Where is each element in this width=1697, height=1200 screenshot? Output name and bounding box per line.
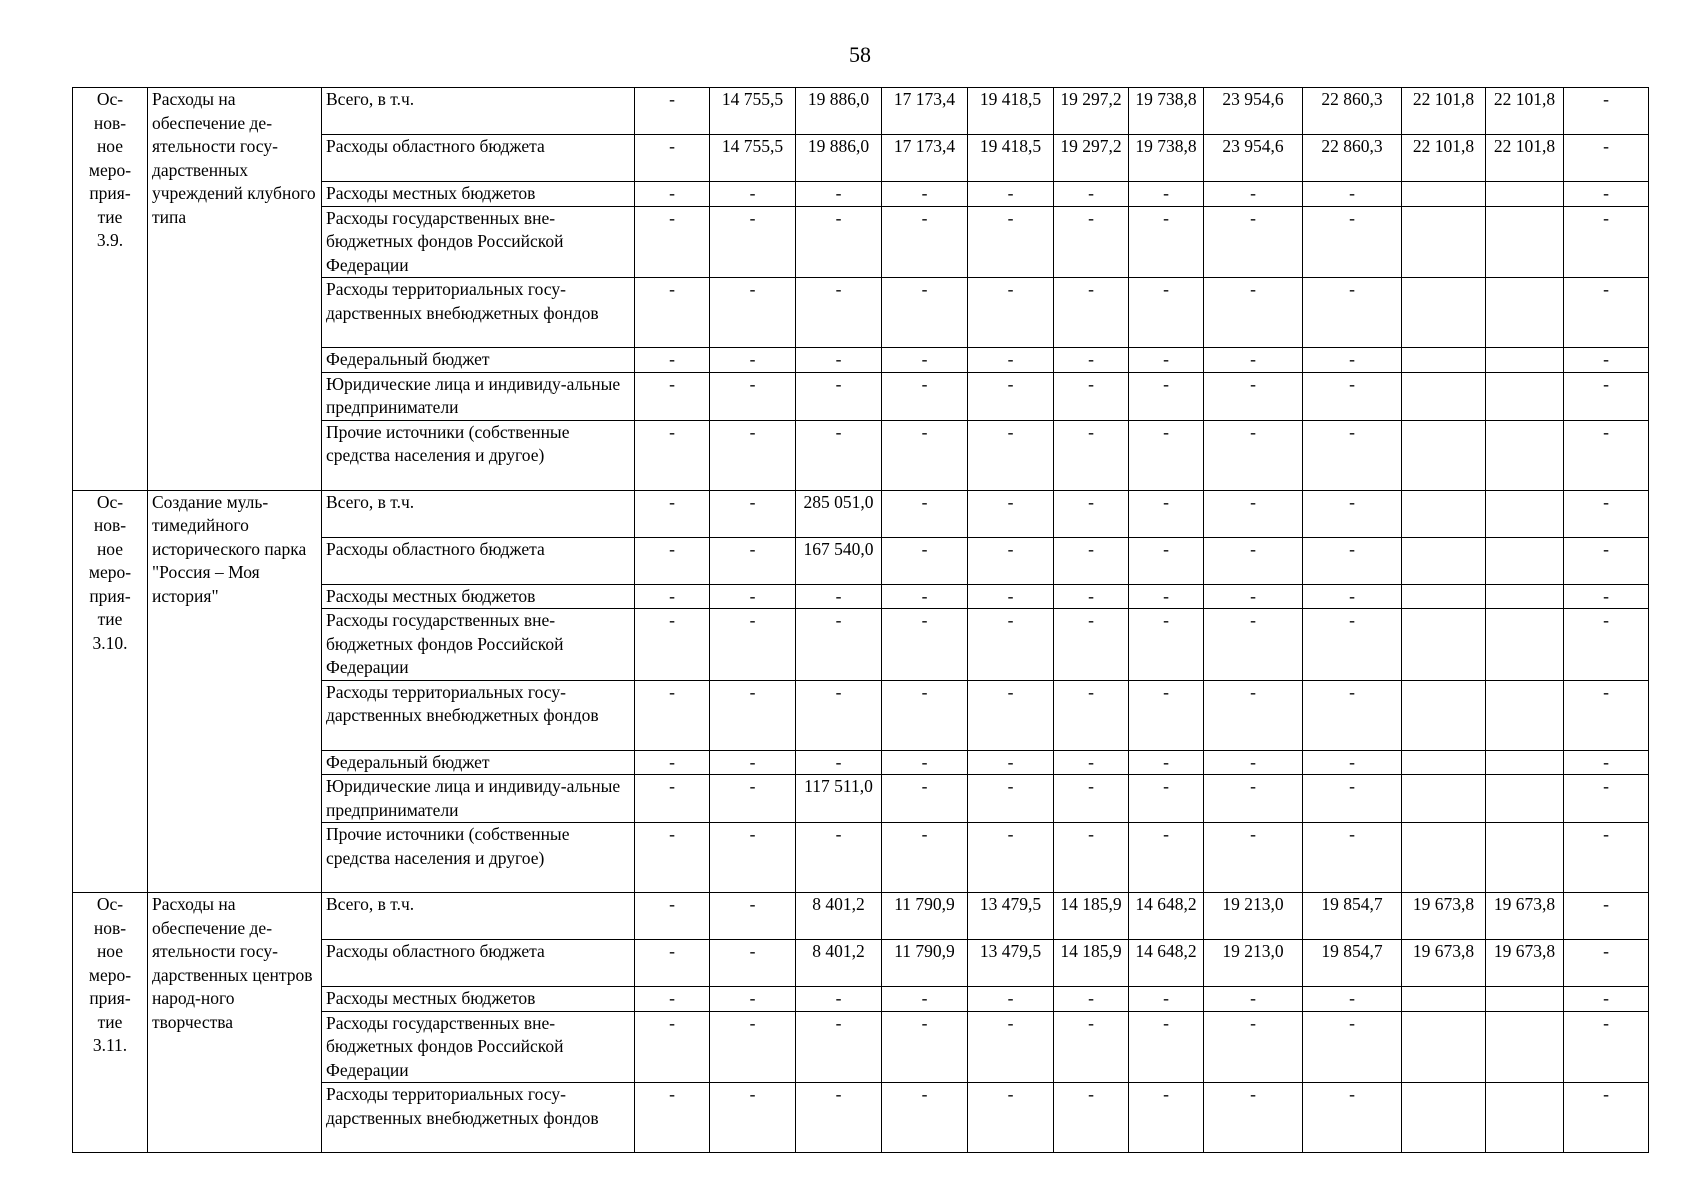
value-cell: - (635, 206, 710, 278)
value-cell: - (796, 372, 882, 420)
value-cell (1486, 206, 1564, 278)
value-cell: - (710, 372, 796, 420)
value-cell (1402, 420, 1486, 490)
value-cell: - (968, 372, 1054, 420)
value-cell: - (1129, 372, 1204, 420)
value-cell: - (635, 1011, 710, 1083)
value-cell: - (1054, 584, 1129, 609)
value-cell: - (1303, 584, 1402, 609)
value-cell (1402, 490, 1486, 537)
value-cell: - (1303, 537, 1402, 584)
funding-source-label: Расходы областного бюджета (322, 135, 635, 182)
value-cell (1402, 680, 1486, 750)
value-cell (1402, 1011, 1486, 1083)
value-cell: - (1054, 1011, 1129, 1083)
value-cell (1486, 823, 1564, 893)
value-cell: 11 790,9 (882, 893, 968, 940)
value-cell: 22 101,8 (1402, 88, 1486, 135)
value-cell: - (1303, 182, 1402, 207)
value-cell: 19 886,0 (796, 88, 882, 135)
value-cell: - (635, 750, 710, 775)
value-cell: - (1204, 609, 1303, 681)
value-cell: - (882, 775, 968, 823)
value-cell: - (968, 823, 1054, 893)
value-cell (1402, 584, 1486, 609)
value-cell: - (710, 490, 796, 537)
budget-table (72, 87, 1649, 1153)
value-cell: - (1204, 420, 1303, 490)
value-cell: - (968, 182, 1054, 207)
value-cell: - (1564, 775, 1649, 823)
value-cell: - (1564, 182, 1649, 207)
value-cell: - (882, 823, 968, 893)
funding-source-label: Расходы областного бюджета (322, 940, 635, 987)
value-cell: 14 185,9 (1054, 893, 1129, 940)
funding-source-label: Всего, в т.ч. (322, 893, 635, 940)
value-cell: - (796, 609, 882, 681)
value-cell: - (635, 420, 710, 490)
funding-source-label: Федеральный бюджет (322, 750, 635, 775)
value-cell: - (710, 182, 796, 207)
value-cell (1402, 206, 1486, 278)
value-cell: - (1129, 206, 1204, 278)
value-cell: - (635, 372, 710, 420)
value-cell: - (1303, 278, 1402, 348)
value-cell: - (1054, 750, 1129, 775)
value-cell: - (710, 609, 796, 681)
activity-description: Создание муль-тимедийного исторического парка "Россия – Моя история" (148, 490, 322, 893)
value-cell: - (710, 206, 796, 278)
value-cell: - (796, 348, 882, 373)
value-cell: - (1129, 490, 1204, 537)
value-cell: - (882, 1083, 968, 1153)
value-cell: 14 755,5 (710, 88, 796, 135)
value-cell: - (710, 584, 796, 609)
page-number: 58 (849, 42, 871, 67)
table-row (73, 490, 1649, 537)
activity-number: Ос- нов- ное меро- прия- тие 3.9. (73, 88, 148, 491)
funding-source-label: Расходы местных бюджетов (322, 987, 635, 1012)
value-cell: - (796, 1083, 882, 1153)
value-cell: 14 648,2 (1129, 940, 1204, 987)
value-cell: - (1303, 372, 1402, 420)
value-cell: - (882, 420, 968, 490)
value-cell (1486, 987, 1564, 1012)
value-cell: - (710, 940, 796, 987)
value-cell: 19 418,5 (968, 88, 1054, 135)
value-cell: - (1564, 1011, 1649, 1083)
value-cell: - (796, 584, 882, 609)
value-cell: - (882, 609, 968, 681)
value-cell: - (1303, 1011, 1402, 1083)
value-cell: - (1564, 750, 1649, 775)
value-cell: - (710, 1011, 796, 1083)
value-cell: - (1564, 490, 1649, 537)
value-cell: - (1303, 823, 1402, 893)
value-cell: - (710, 278, 796, 348)
value-cell: - (968, 537, 1054, 584)
value-cell: - (1303, 348, 1402, 373)
value-cell: - (882, 584, 968, 609)
value-cell: - (1054, 775, 1129, 823)
value-cell: 167 540,0 (796, 537, 882, 584)
value-cell: - (1564, 987, 1649, 1012)
value-cell: - (1129, 182, 1204, 207)
value-cell: 19 673,8 (1486, 893, 1564, 940)
value-cell: - (1129, 537, 1204, 584)
value-cell: - (1303, 420, 1402, 490)
activity-number: Ос- нов- ное меро- прия- тие 3.11. (73, 893, 148, 1153)
value-cell: - (710, 750, 796, 775)
value-cell: - (635, 348, 710, 373)
funding-source-label: Юридические лица и индивиду-альные предприниматели (322, 372, 635, 420)
funding-source-label: Расходы местных бюджетов (322, 584, 635, 609)
value-cell: - (1129, 1011, 1204, 1083)
funding-source-label: Расходы областного бюджета (322, 537, 635, 584)
value-cell: - (635, 987, 710, 1012)
value-cell: - (635, 135, 710, 182)
table-row (73, 893, 1649, 940)
value-cell: - (1054, 182, 1129, 207)
value-cell: - (882, 348, 968, 373)
value-cell: - (1303, 750, 1402, 775)
funding-source-label: Юридические лица и индивиду-альные предприниматели (322, 775, 635, 823)
value-cell: 19 213,0 (1204, 940, 1303, 987)
value-cell (1402, 775, 1486, 823)
value-cell (1402, 348, 1486, 373)
value-cell: - (882, 206, 968, 278)
value-cell: - (1303, 987, 1402, 1012)
value-cell: 19 738,8 (1129, 135, 1204, 182)
value-cell: 19 673,8 (1486, 940, 1564, 987)
funding-source-label: Расходы территориальных госу-дарственных внебюджетных фондов (322, 278, 635, 348)
value-cell: - (1564, 609, 1649, 681)
value-cell: 14 648,2 (1129, 893, 1204, 940)
value-cell: 8 401,2 (796, 893, 882, 940)
value-cell: - (1204, 348, 1303, 373)
value-cell: - (968, 680, 1054, 750)
value-cell: - (1204, 750, 1303, 775)
value-cell: - (882, 750, 968, 775)
funding-source-label: Расходы государственных вне-бюджетных фондов Российской Федерации (322, 1011, 635, 1083)
value-cell: 19 854,7 (1303, 893, 1402, 940)
table-row (73, 88, 1649, 135)
value-cell (1486, 1083, 1564, 1153)
value-cell: - (1129, 420, 1204, 490)
value-cell: - (1204, 206, 1303, 278)
value-cell: - (635, 537, 710, 584)
value-cell: 22 101,8 (1486, 88, 1564, 135)
value-cell: - (635, 490, 710, 537)
activity-description: Расходы на обеспечение де-ятельности госу-дарственных центров народ-ного творчества (148, 893, 322, 1153)
value-cell: - (882, 680, 968, 750)
value-cell: - (968, 609, 1054, 681)
value-cell: - (1129, 750, 1204, 775)
value-cell: - (1129, 775, 1204, 823)
value-cell: - (1204, 584, 1303, 609)
value-cell: 117 511,0 (796, 775, 882, 823)
value-cell: - (1564, 940, 1649, 987)
value-cell (1486, 584, 1564, 609)
value-cell (1402, 609, 1486, 681)
value-cell: - (1129, 823, 1204, 893)
value-cell (1486, 490, 1564, 537)
value-cell: - (1564, 680, 1649, 750)
value-cell: - (635, 680, 710, 750)
value-cell: - (1129, 1083, 1204, 1153)
value-cell: 17 173,4 (882, 88, 968, 135)
value-cell (1486, 680, 1564, 750)
value-cell: - (1054, 278, 1129, 348)
value-cell: 19 297,2 (1054, 135, 1129, 182)
funding-source-label: Расходы местных бюджетов (322, 182, 635, 207)
value-cell: - (1564, 206, 1649, 278)
value-cell: 285 051,0 (796, 490, 882, 537)
value-cell: - (1303, 1083, 1402, 1153)
value-cell: - (710, 775, 796, 823)
funding-source-label: Прочие источники (собственные средства населения и другое) (322, 420, 635, 490)
value-cell: - (968, 206, 1054, 278)
value-cell (1402, 182, 1486, 207)
value-cell: - (710, 420, 796, 490)
value-cell: 11 790,9 (882, 940, 968, 987)
value-cell: - (968, 278, 1054, 348)
value-cell: - (1129, 348, 1204, 373)
value-cell: - (635, 584, 710, 609)
value-cell: 19 738,8 (1129, 88, 1204, 135)
value-cell (1486, 278, 1564, 348)
value-cell: - (1204, 490, 1303, 537)
value-cell: 13 479,5 (968, 893, 1054, 940)
funding-source-label: Расходы территориальных госу-дарственных внебюджетных фондов (322, 680, 635, 750)
value-cell (1486, 775, 1564, 823)
value-cell: - (796, 987, 882, 1012)
value-cell (1402, 1083, 1486, 1153)
funding-source-label: Расходы государственных вне-бюджетных фондов Российской Федерации (322, 609, 635, 681)
value-cell: - (635, 1083, 710, 1153)
value-cell: 19 854,7 (1303, 940, 1402, 987)
value-cell: - (1564, 584, 1649, 609)
value-cell: - (968, 1083, 1054, 1153)
value-cell: - (882, 182, 968, 207)
value-cell: - (796, 1011, 882, 1083)
value-cell: - (1204, 823, 1303, 893)
value-cell: 22 101,8 (1486, 135, 1564, 182)
value-cell: - (1204, 775, 1303, 823)
value-cell: 19 418,5 (968, 135, 1054, 182)
value-cell (1486, 182, 1564, 207)
value-cell (1402, 823, 1486, 893)
value-cell: - (1054, 420, 1129, 490)
funding-source-label: Расходы территориальных госу-дарственных внебюджетных фондов (322, 1083, 635, 1153)
value-cell: - (1303, 680, 1402, 750)
value-cell: - (1129, 278, 1204, 348)
value-cell: - (710, 1083, 796, 1153)
value-cell: - (882, 987, 968, 1012)
value-cell: - (635, 940, 710, 987)
value-cell: 19 213,0 (1204, 893, 1303, 940)
value-cell: - (968, 584, 1054, 609)
value-cell (1486, 750, 1564, 775)
value-cell: - (1564, 537, 1649, 584)
value-cell: - (1564, 372, 1649, 420)
value-cell: 22 860,3 (1303, 135, 1402, 182)
value-cell: - (882, 1011, 968, 1083)
value-cell (1402, 372, 1486, 420)
value-cell: - (1054, 348, 1129, 373)
value-cell: - (1204, 680, 1303, 750)
value-cell: - (710, 987, 796, 1012)
value-cell: 17 173,4 (882, 135, 968, 182)
value-cell: - (635, 609, 710, 681)
value-cell: - (1564, 88, 1649, 135)
value-cell: - (968, 348, 1054, 373)
activity-number: Ос- нов- ное меро- прия- тие 3.10. (73, 490, 148, 893)
value-cell: 14 755,5 (710, 135, 796, 182)
value-cell: - (796, 278, 882, 348)
value-cell: - (796, 750, 882, 775)
value-cell: - (710, 823, 796, 893)
value-cell: - (1054, 490, 1129, 537)
funding-source-label: Всего, в т.ч. (322, 490, 635, 537)
value-cell: - (882, 490, 968, 537)
value-cell: - (710, 893, 796, 940)
value-cell (1402, 537, 1486, 584)
funding-source-label: Прочие источники (собственные средства населения и другое) (322, 823, 635, 893)
value-cell: 19 886,0 (796, 135, 882, 182)
value-cell: - (1204, 987, 1303, 1012)
value-cell: - (1204, 1011, 1303, 1083)
value-cell: - (635, 278, 710, 348)
value-cell: - (710, 348, 796, 373)
value-cell: 23 954,6 (1204, 135, 1303, 182)
value-cell: - (1054, 206, 1129, 278)
value-cell: - (1054, 987, 1129, 1012)
value-cell (1486, 1011, 1564, 1083)
value-cell: 22 860,3 (1303, 88, 1402, 135)
value-cell: - (635, 88, 710, 135)
value-cell: 19 673,8 (1402, 940, 1486, 987)
value-cell: - (1303, 775, 1402, 823)
value-cell: - (796, 206, 882, 278)
value-cell: - (1054, 823, 1129, 893)
value-cell: 23 954,6 (1204, 88, 1303, 135)
value-cell: - (1054, 372, 1129, 420)
value-cell: - (710, 537, 796, 584)
activity-description: Расходы на обеспечение де-ятельности госу-дарственных учреждений клубного типа (148, 88, 322, 491)
value-cell: - (1204, 537, 1303, 584)
value-cell: - (796, 823, 882, 893)
value-cell: - (796, 182, 882, 207)
value-cell: - (968, 987, 1054, 1012)
funding-source-label: Федеральный бюджет (322, 348, 635, 373)
value-cell: - (968, 420, 1054, 490)
value-cell: - (635, 893, 710, 940)
value-cell: - (1129, 584, 1204, 609)
value-cell: - (1204, 1083, 1303, 1153)
value-cell (1486, 420, 1564, 490)
value-cell: - (1564, 1083, 1649, 1153)
value-cell: - (635, 823, 710, 893)
value-cell: 19 297,2 (1054, 88, 1129, 135)
value-cell: - (1303, 609, 1402, 681)
value-cell: - (968, 490, 1054, 537)
value-cell: - (1054, 609, 1129, 681)
value-cell: - (882, 537, 968, 584)
value-cell: - (1204, 372, 1303, 420)
value-cell: - (1303, 206, 1402, 278)
value-cell: - (1303, 490, 1402, 537)
value-cell: - (1129, 609, 1204, 681)
value-cell: - (796, 420, 882, 490)
value-cell: - (1129, 680, 1204, 750)
value-cell (1402, 750, 1486, 775)
value-cell (1486, 609, 1564, 681)
value-cell: 22 101,8 (1402, 135, 1486, 182)
value-cell: 19 673,8 (1402, 893, 1486, 940)
value-cell: - (1564, 348, 1649, 373)
value-cell: - (1564, 893, 1649, 940)
value-cell: - (635, 775, 710, 823)
value-cell: - (882, 372, 968, 420)
funding-source-label: Расходы государственных вне-бюджетных фондов Российской Федерации (322, 206, 635, 278)
value-cell: - (1204, 278, 1303, 348)
value-cell: 13 479,5 (968, 940, 1054, 987)
value-cell: - (635, 182, 710, 207)
value-cell: - (968, 750, 1054, 775)
value-cell (1402, 987, 1486, 1012)
value-cell: - (1564, 135, 1649, 182)
value-cell: - (968, 775, 1054, 823)
value-cell: - (1564, 420, 1649, 490)
value-cell: 8 401,2 (796, 940, 882, 987)
value-cell (1486, 537, 1564, 584)
funding-source-label: Всего, в т.ч. (322, 88, 635, 135)
value-cell: - (796, 680, 882, 750)
value-cell: - (1129, 987, 1204, 1012)
value-cell: - (1204, 182, 1303, 207)
value-cell: - (1054, 680, 1129, 750)
value-cell: - (1564, 823, 1649, 893)
value-cell: - (1564, 278, 1649, 348)
value-cell: - (882, 278, 968, 348)
value-cell: - (710, 680, 796, 750)
value-cell: - (968, 1011, 1054, 1083)
value-cell (1486, 372, 1564, 420)
value-cell: 14 185,9 (1054, 940, 1129, 987)
value-cell (1486, 348, 1564, 373)
value-cell (1402, 278, 1486, 348)
value-cell: - (1054, 1083, 1129, 1153)
value-cell: - (1054, 537, 1129, 584)
